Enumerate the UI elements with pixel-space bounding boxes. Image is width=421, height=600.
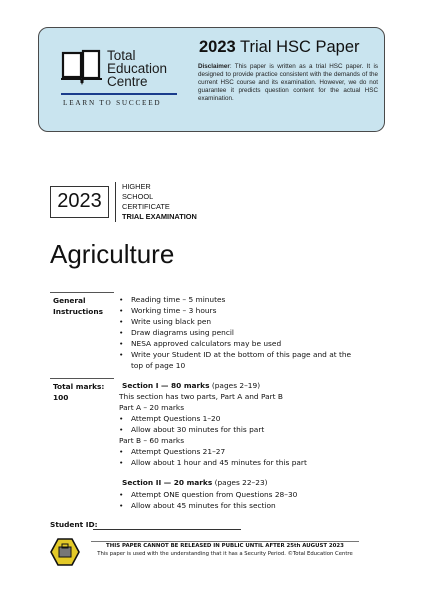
exam-year-box: 2023 — [50, 186, 109, 218]
brand-line: Total — [107, 48, 136, 63]
section1-heading — [122, 381, 260, 390]
section2-item: • Allow about 45 minutes for this section — [131, 501, 276, 510]
part-b-item: • Attempt Questions 21–27 — [131, 447, 225, 456]
tec-logo — [61, 49, 181, 113]
header-box — [38, 27, 385, 132]
brand-line: Centre — [107, 74, 148, 89]
total-marks-label — [53, 381, 104, 403]
exam-line: CERTIFICATE — [122, 202, 170, 211]
general-instructions-label — [53, 295, 103, 317]
instruction-item: • Write using black pen — [131, 317, 211, 326]
footer-rule — [91, 541, 359, 542]
instruction-item: • Write your Student ID at the bottom of this page and at the — [131, 350, 351, 359]
exam-line: HIGHER — [122, 182, 151, 191]
paper-title-text: Trial HSC Paper — [240, 38, 360, 56]
exam-line: SCHOOL — [122, 192, 154, 201]
instruction-item: • NESA approved calculators may be used — [131, 339, 281, 348]
instruction-item: • Draw diagrams using pencil — [131, 328, 234, 337]
brand-tagline: LEARN TO SUCCEED — [63, 99, 162, 107]
label-line: Instructions — [53, 307, 104, 316]
instruction-item-continued: top of page 10 — [131, 361, 186, 370]
exam-divider — [115, 182, 116, 222]
section-rule — [50, 292, 114, 293]
release-notice: THIS PAPER CANNOT BE RELEASED IN PUBLIC UNTIL AFTER 25th AUGUST 2023 — [106, 543, 344, 549]
instruction-item: • Reading time – 5 minutes — [131, 295, 225, 304]
section2-heading — [122, 478, 268, 487]
section1-description: This section has two parts, Part A and Part B — [119, 392, 283, 401]
paper-year: 2023 — [199, 38, 236, 56]
part-a-item: • Attempt Questions 1–20 — [131, 414, 220, 423]
section-rule — [50, 378, 114, 379]
brand-rule — [61, 93, 177, 95]
exam-name — [122, 182, 197, 222]
disclaimer-label: Disclaimer — [198, 63, 230, 70]
part-a-heading: Part A – 20 marks — [119, 403, 185, 412]
section2-pages: (pages 22–23) — [212, 478, 268, 487]
section2-item: • Attempt ONE question from Questions 28–30 — [131, 490, 297, 499]
security-notice: This paper is used with the understanding that it has a Security Period. ©Total Education Centre — [97, 551, 353, 557]
student-id-label: Student ID: — [50, 520, 98, 529]
part-b-heading: Part B – 60 marks — [119, 436, 185, 445]
brand-name — [107, 49, 167, 88]
exam-trial-line: TRIAL EXAMINATION — [122, 212, 197, 221]
instruction-item: • Working time – 3 hours — [131, 306, 216, 315]
section2-title: Section II — 20 marks — [122, 478, 213, 487]
disclaimer-text: : This paper is written as a trial HSC paper. It is designed to provide practice consistent with the demands of the current HSC course and its examination. However, we do not guarantee it predicts question content for the actual HSC examination. — [198, 63, 378, 103]
part-b-item: • Allow about 1 hour and 45 minutes for this part — [131, 458, 307, 467]
security-badge-icon — [50, 538, 80, 566]
paper-title — [199, 38, 360, 57]
section1-title: Section I — 80 marks — [122, 381, 210, 390]
disclaimer — [198, 63, 378, 103]
label-line: Total marks: — [53, 382, 105, 391]
part-a-item: • Allow about 30 minutes for this part — [131, 425, 264, 434]
brand-line: Education — [107, 61, 168, 76]
student-id-field[interactable] — [93, 529, 241, 530]
subject-title: Agriculture — [50, 239, 175, 269]
label-line: 100 — [53, 393, 69, 402]
label-line: General — [53, 296, 86, 305]
section1-pages: (pages 2–19) — [209, 381, 261, 390]
book-icon — [61, 49, 103, 89]
